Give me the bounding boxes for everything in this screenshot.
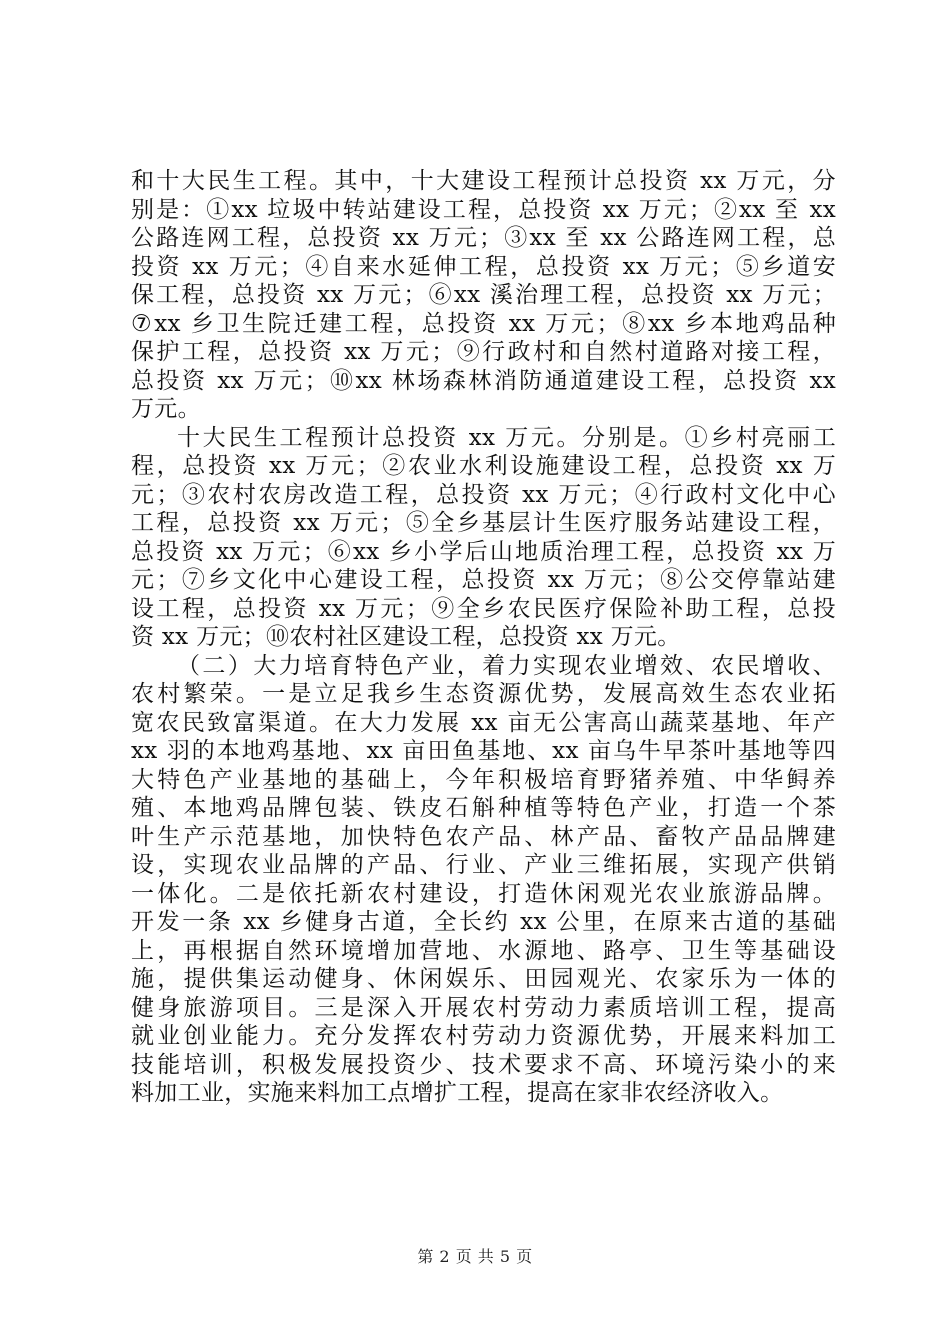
text-line: 程，总投资 xx 万元；②农业水利设施建设工程，总投资 xx 万: [131, 453, 836, 479]
text-line: ⑦xx 乡卫生院迁建工程，总投资 xx 万元；⑧xx 乡本地鸡品种: [131, 310, 836, 337]
text-line: 元；⑦乡文化中心建设工程，总投资 xx 万元；⑧公交停靠站建: [131, 567, 836, 593]
text-line: 料加工业，实施来料加工点增扩工程，提高在家非农经济收入。: [131, 1080, 784, 1106]
text-line: 元；③农村农房改造工程，总投资 xx 万元；④行政村文化中心: [131, 481, 836, 508]
text-line: 保护工程，总投资 xx 万元；⑨行政村和自然村道路对接工程，: [131, 339, 836, 365]
text-line: 健身旅游项目。三是深入开展农村劳动力素质培训工程，提高: [131, 994, 836, 1021]
text-line: 投资 xx 万元；④自来水延伸工程，总投资 xx 万元；⑤乡道安: [131, 253, 836, 280]
text-line: 大特色产业基地的基础上，今年积极培育野猪养殖、中华鲟养: [131, 766, 836, 793]
text-line: 宽农民致富渠道。在大力发展 xx 亩无公害高山蔬菜基地、年产: [131, 709, 836, 736]
text-line: 开发一条 xx 乡健身古道，全长约 xx 公里，在原来古道的基础: [131, 909, 836, 935]
text-line: 上，再根据自然环境增加营地、水源地、路亭、卫生等基础设: [131, 937, 836, 964]
document-body: [131, 167, 836, 1108]
text-line: 工程，总投资 xx 万元；⑤全乡基层计生医疗服务站建设工程，: [131, 510, 836, 536]
paragraph: [131, 652, 836, 1108]
text-line: 和十大民生工程。其中，十大建设工程预计总投资 xx 万元，分: [131, 168, 836, 194]
text-line: 叶生产示范基地，加快特色农产品、林产品、畜牧产品品牌建: [131, 823, 836, 850]
text-line: 十大民生工程预计总投资 xx 万元。分别是。①乡村亮丽工: [177, 424, 836, 451]
text-line: 一体化。二是依托新农村建设，打造休闲观光农业旅游品牌。: [131, 880, 836, 907]
text-line: （二）大力培育特色产业，着力实现农业增效、农民增收、: [177, 652, 836, 679]
text-line: 殖、本地鸡品牌包装、铁皮石斛种植等特色产业，打造一个茶: [131, 795, 836, 821]
text-line: 总投资 xx 万元；⑥xx 乡小学后山地质治理工程，总投资 xx 万: [131, 538, 836, 565]
text-line: 施，提供集运动健身、休闲娱乐、田园观光、农家乐为一体的: [131, 966, 836, 992]
text-line: 设工程，总投资 xx 万元；⑨全乡农民医疗保险补助工程，总投: [131, 595, 836, 622]
text-line: 设，实现农业品牌的产品、行业、产业三维拓展，实现产供销: [131, 852, 836, 878]
paragraph: [131, 424, 836, 652]
text-line: 别是：①xx 垃圾中转站建设工程，总投资 xx 万元；②xx 至 xx: [131, 196, 836, 223]
page-footer: 第 2 页 共 5 页: [417, 1247, 533, 1266]
paragraph: [131, 167, 836, 424]
text-line: 万元。: [131, 396, 201, 422]
text-line: 就业创业能力。充分发挥农村劳动力资源优势，开展来料加工: [131, 1023, 836, 1049]
text-line: 农村繁荣。一是立足我乡生态资源优势，发展高效生态农业拓: [131, 681, 836, 707]
text-line: 技能培训，积极发展投资少、技术要求不高、环境污染小的来: [131, 1051, 836, 1078]
text-line: 资 xx 万元；⑩农村社区建设工程，总投资 xx 万元。: [131, 624, 681, 650]
text-line: xx 羽的本地鸡基地、xx 亩田鱼基地、xx 亩乌牛早茶叶基地等四: [131, 738, 836, 764]
text-line: 公路连网工程，总投资 xx 万元；③xx 至 xx 公路连网工程，总: [131, 225, 836, 251]
text-line: 总投资 xx 万元；⑩xx 林场森林消防通道建设工程，总投资 xx: [131, 367, 836, 394]
text-line: 保工程，总投资 xx 万元；⑥xx 溪治理工程，总投资 xx 万元；: [131, 282, 836, 308]
